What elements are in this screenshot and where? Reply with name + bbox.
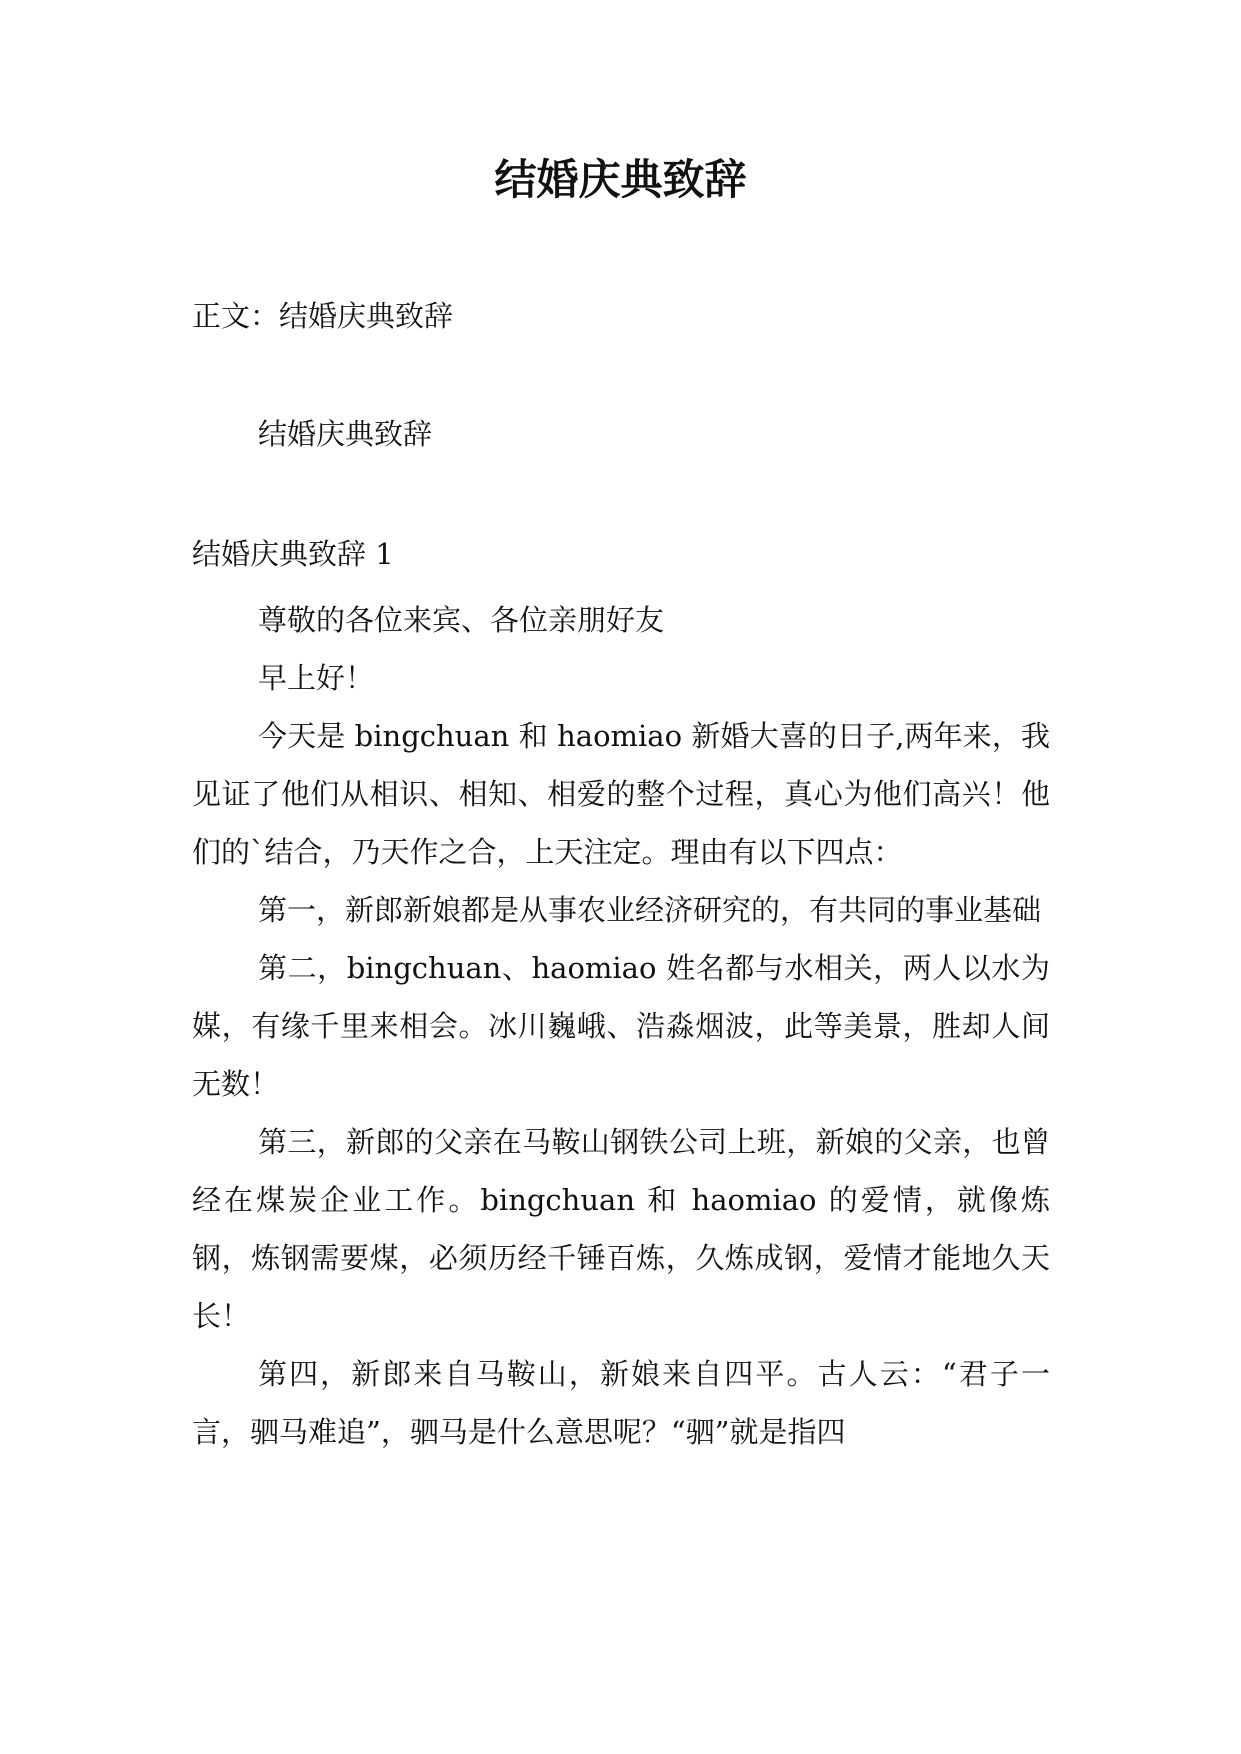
- paragraph-good-morning: 早上好！: [258, 661, 375, 695]
- speech-body: [192, 591, 1050, 1461]
- paragraph-reason-two: 第二，bingchuan、haomiao 姓名都与水相关，两人以水为媒，有缘千里来相会。冰川巍峨、浩淼烟波，此等美景，胜却人间无数！: [192, 951, 1050, 1101]
- paragraph-greeting-address: 尊敬的各位来宾、各位亲朋好友: [258, 603, 665, 637]
- body-label-line: 正文：结婚庆典致辞: [192, 299, 454, 333]
- paragraph-reason-three: 第三，新郎的父亲在马鞍山钢铁公司上班，新娘的父亲，也曾经在煤炭企业工作。bingchuan 和 haomiao 的爱情，就像炼钢，炼钢需要煤，必须历经千锤百炼，久炼成钢，爱情才能地久天长！: [192, 1125, 1050, 1333]
- paragraph-reason-one: 第一，新郎新娘都是从事农业经济研究的，有共同的事业基础: [258, 893, 1042, 927]
- document-subtitle: 结婚庆典致辞: [258, 417, 433, 451]
- document-title: 结婚庆典致辞: [494, 155, 747, 204]
- paragraph-introduction: 今天是 bingchuan 和 haomiao 新婚大喜的日子,两年来，我见证了他们从相识、相知、相爱的整个过程，真心为他们高兴！他们的`结合，乃天作之合，上天注定。理由有以下四点：: [192, 719, 1050, 869]
- section-heading: 结婚庆典致辞 1: [192, 537, 394, 571]
- paragraph-reason-four: 第四，新郎来自马鞍山，新娘来自四平。古人云：“君子一言，驷马难追”，驷马是什么意思呢？“驷”就是指四: [192, 1357, 1050, 1449]
